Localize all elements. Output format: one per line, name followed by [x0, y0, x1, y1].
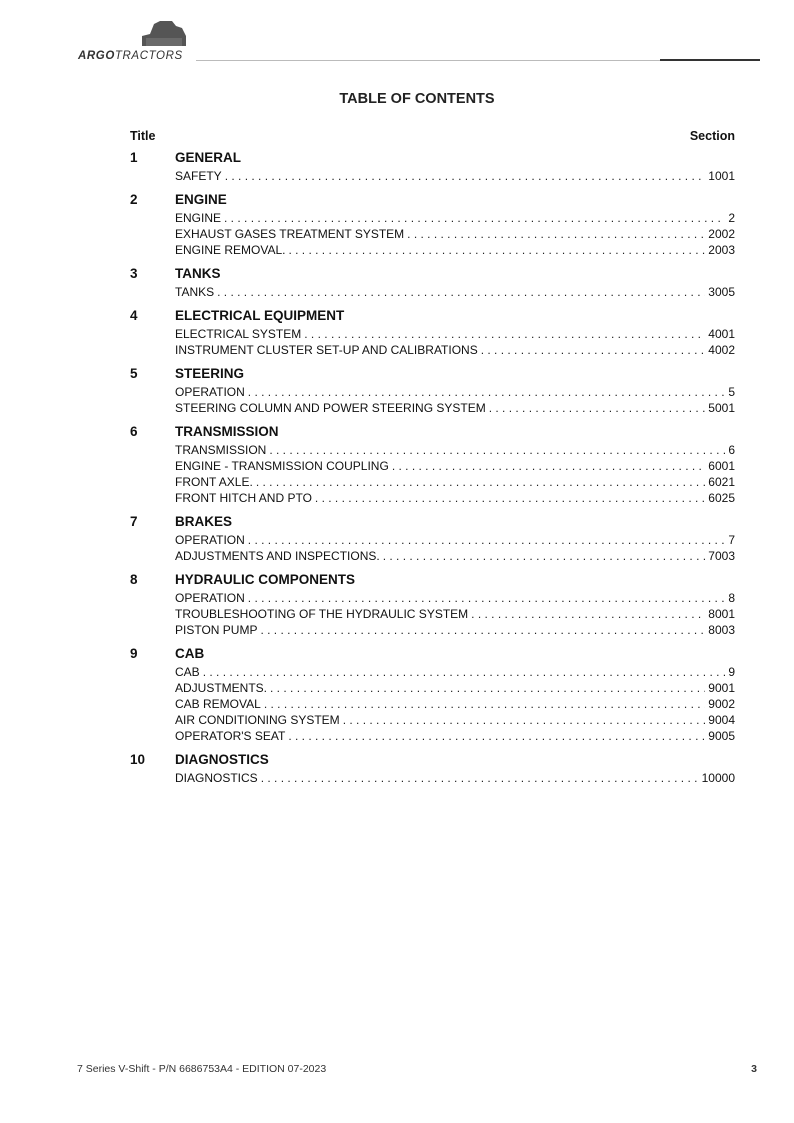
toc-chapter — [130, 266, 735, 301]
table-of-contents — [130, 150, 735, 794]
chapter-title: TANKS — [175, 266, 221, 281]
entry-label: AIR CONDITIONING SYSTEM — [175, 713, 340, 727]
entry-label: ENGINE REMOVAL. — [175, 243, 286, 257]
chapter-number: 8 — [130, 572, 138, 587]
dot-leader — [261, 771, 699, 785]
entry-label: TANKS — [175, 285, 215, 299]
toc-entry[interactable] — [175, 459, 735, 475]
toc-entry[interactable] — [175, 385, 735, 401]
chapter-heading[interactable] — [130, 752, 735, 771]
toc-entry[interactable] — [175, 327, 735, 343]
chapter-number: 4 — [130, 308, 138, 323]
chapter-heading[interactable] — [130, 150, 735, 169]
entry-section-number: 6 — [728, 443, 735, 457]
entry-label: FRONT HITCH AND PTO — [175, 491, 312, 505]
toc-entry[interactable] — [175, 713, 735, 729]
entry-section-number: 4002 — [708, 343, 735, 357]
toc-entry[interactable] — [175, 665, 735, 681]
entry-label: SAFETY — [175, 169, 222, 183]
dot-leader — [383, 549, 706, 563]
toc-entry[interactable] — [175, 771, 735, 787]
entry-label: TROUBLESHOOTING OF THE HYDRAULIC SYSTEM — [175, 607, 469, 621]
toc-entry[interactable] — [175, 475, 735, 491]
toc-entry[interactable] — [175, 227, 735, 243]
toc-chapter — [130, 192, 735, 259]
chapter-title: HYDRAULIC COMPONENTS — [175, 572, 356, 587]
dot-leader — [225, 169, 706, 183]
chapter-heading[interactable] — [130, 424, 735, 443]
entry-label: OPERATION — [175, 385, 245, 399]
dot-leader — [288, 243, 705, 257]
entry-label: PISTON PUMP — [175, 623, 258, 637]
entry-label: OPERATION — [175, 533, 245, 547]
chapter-title: STEERING — [175, 366, 245, 381]
entry-section-number: 7 — [728, 533, 735, 547]
entry-label: INSTRUMENT CLUSTER SET-UP AND CALIBRATIONS — [175, 343, 478, 357]
toc-entry[interactable] — [175, 681, 735, 697]
dot-leader — [224, 211, 725, 225]
toc-entry[interactable] — [175, 401, 735, 417]
entry-section-number: 1001 — [708, 169, 735, 183]
dot-leader — [392, 459, 705, 473]
chapter-title: BRAKES — [175, 514, 233, 529]
entry-section-number: 10000 — [701, 771, 735, 785]
toc-entry[interactable] — [175, 211, 735, 227]
entry-section-number: 2002 — [708, 227, 735, 241]
toc-entry[interactable] — [175, 343, 735, 359]
toc-chapter — [130, 572, 735, 639]
entry-section-number: 8003 — [708, 623, 735, 637]
chapter-title: ELECTRICAL EQUIPMENT — [175, 308, 345, 323]
toc-chapter — [130, 514, 735, 565]
entry-section-number: 8 — [728, 591, 735, 605]
toc-entry[interactable] — [175, 243, 735, 259]
chapter-number: 1 — [130, 150, 138, 165]
entry-section-number: 6025 — [708, 491, 735, 505]
entry-section-number: 9004 — [708, 713, 735, 727]
toc-entry[interactable] — [175, 549, 735, 565]
dot-leader — [304, 327, 705, 341]
toc-entry[interactable] — [175, 591, 735, 607]
dot-leader — [471, 607, 705, 621]
dot-leader — [489, 401, 706, 415]
footer-document-info: 7 Series V-Shift - P/N 6686753A4 - EDITION 07-2023 — [77, 1063, 327, 1075]
dot-leader — [407, 227, 705, 241]
entry-section-number: 6001 — [708, 459, 735, 473]
chapter-heading[interactable] — [130, 308, 735, 327]
chapter-number: 9 — [130, 646, 138, 661]
toc-chapter — [130, 752, 735, 787]
chapter-number: 10 — [130, 752, 146, 767]
chapter-number: 3 — [130, 266, 138, 281]
chapter-title: ENGINE — [175, 192, 227, 207]
entry-label: TRANSMISSION — [175, 443, 267, 457]
page-number: 3 — [751, 1063, 757, 1075]
section-column-header: Section — [689, 129, 735, 143]
entry-label: ADJUSTMENTS. — [175, 681, 268, 695]
dot-leader — [264, 697, 705, 711]
entry-section-number: 2003 — [708, 243, 735, 257]
toc-entry[interactable] — [175, 491, 735, 507]
dot-leader — [343, 713, 706, 727]
entry-section-number: 9 — [728, 665, 735, 679]
toc-entry[interactable] — [175, 623, 735, 639]
entry-label: EXHAUST GASES TREATMENT SYSTEM — [175, 227, 405, 241]
toc-entry[interactable] — [175, 729, 735, 745]
tractor-icon — [136, 18, 192, 48]
chapter-heading[interactable] — [130, 192, 735, 211]
dot-leader — [288, 729, 705, 743]
toc-entry[interactable] — [175, 285, 735, 301]
entry-label: ADJUSTMENTS AND INSPECTIONS. — [175, 549, 380, 563]
dot-leader — [260, 623, 705, 637]
entry-label: FRONT AXLE. — [175, 475, 253, 489]
toc-chapter — [130, 366, 735, 417]
toc-chapter — [130, 424, 735, 507]
dot-leader — [217, 285, 705, 299]
entry-section-number: 9002 — [708, 697, 735, 711]
entry-label: OPERATION — [175, 591, 245, 605]
dot-leader — [248, 591, 726, 605]
entry-section-number: 3005 — [708, 285, 735, 299]
entry-section-number: 9005 — [708, 729, 735, 743]
dot-leader — [203, 665, 726, 679]
entry-section-number: 4001 — [708, 327, 735, 341]
dot-leader — [269, 443, 725, 457]
toc-chapter — [130, 150, 735, 185]
dot-leader — [256, 475, 705, 489]
entry-section-number: 5 — [728, 385, 735, 399]
entry-label: OPERATOR'S SEAT — [175, 729, 286, 743]
chapter-title: CAB — [175, 646, 205, 661]
dot-leader — [315, 491, 705, 505]
dot-leader — [270, 681, 705, 695]
toc-entry[interactable] — [175, 697, 735, 713]
entry-label: ENGINE — [175, 211, 222, 225]
dot-leader — [248, 533, 726, 547]
chapter-title: DIAGNOSTICS — [175, 752, 269, 767]
chapter-title: GENERAL — [175, 150, 242, 165]
toc-entry[interactable] — [175, 443, 735, 459]
entry-label: DIAGNOSTICS — [175, 771, 258, 785]
toc-chapter — [130, 308, 735, 359]
entry-section-number: 7003 — [708, 549, 735, 563]
entry-label: STEERING COLUMN AND POWER STEERING SYSTEM — [175, 401, 486, 415]
brand-wordmark: ARGOTRACTORS — [78, 50, 183, 62]
chapter-heading[interactable] — [130, 266, 735, 285]
chapter-number: 5 — [130, 366, 138, 381]
dot-leader — [248, 385, 726, 399]
title-column-header: Title — [130, 129, 156, 143]
chapter-heading[interactable] — [130, 366, 735, 385]
entry-section-number: 2 — [728, 211, 735, 225]
page-header — [0, 0, 794, 70]
entry-section-number: 5001 — [708, 401, 735, 415]
entry-label: ELECTRICAL SYSTEM — [175, 327, 302, 341]
dot-leader — [481, 343, 706, 357]
chapter-number: 7 — [130, 514, 138, 529]
chapter-number: 6 — [130, 424, 138, 439]
entry-section-number: 8001 — [708, 607, 735, 621]
chapter-heading[interactable] — [130, 514, 735, 533]
entry-label: CAB — [175, 665, 200, 679]
chapter-number: 2 — [130, 192, 138, 207]
entry-section-number: 6021 — [708, 475, 735, 489]
entry-section-number: 9001 — [708, 681, 735, 695]
entry-label: CAB REMOVAL — [175, 697, 261, 711]
toc-entry[interactable] — [175, 607, 735, 623]
toc-chapter — [130, 646, 735, 745]
chapter-heading[interactable] — [130, 572, 735, 591]
chapter-heading[interactable] — [130, 646, 735, 665]
toc-entry[interactable] — [175, 169, 735, 185]
page-title: TABLE OF CONTENTS — [339, 91, 495, 107]
chapter-title: TRANSMISSION — [175, 424, 279, 439]
argo-tractors-logo — [78, 18, 198, 64]
entry-label: ENGINE - TRANSMISSION COUPLING — [175, 459, 389, 473]
header-divider-accent — [660, 59, 760, 61]
toc-entry[interactable] — [175, 533, 735, 549]
